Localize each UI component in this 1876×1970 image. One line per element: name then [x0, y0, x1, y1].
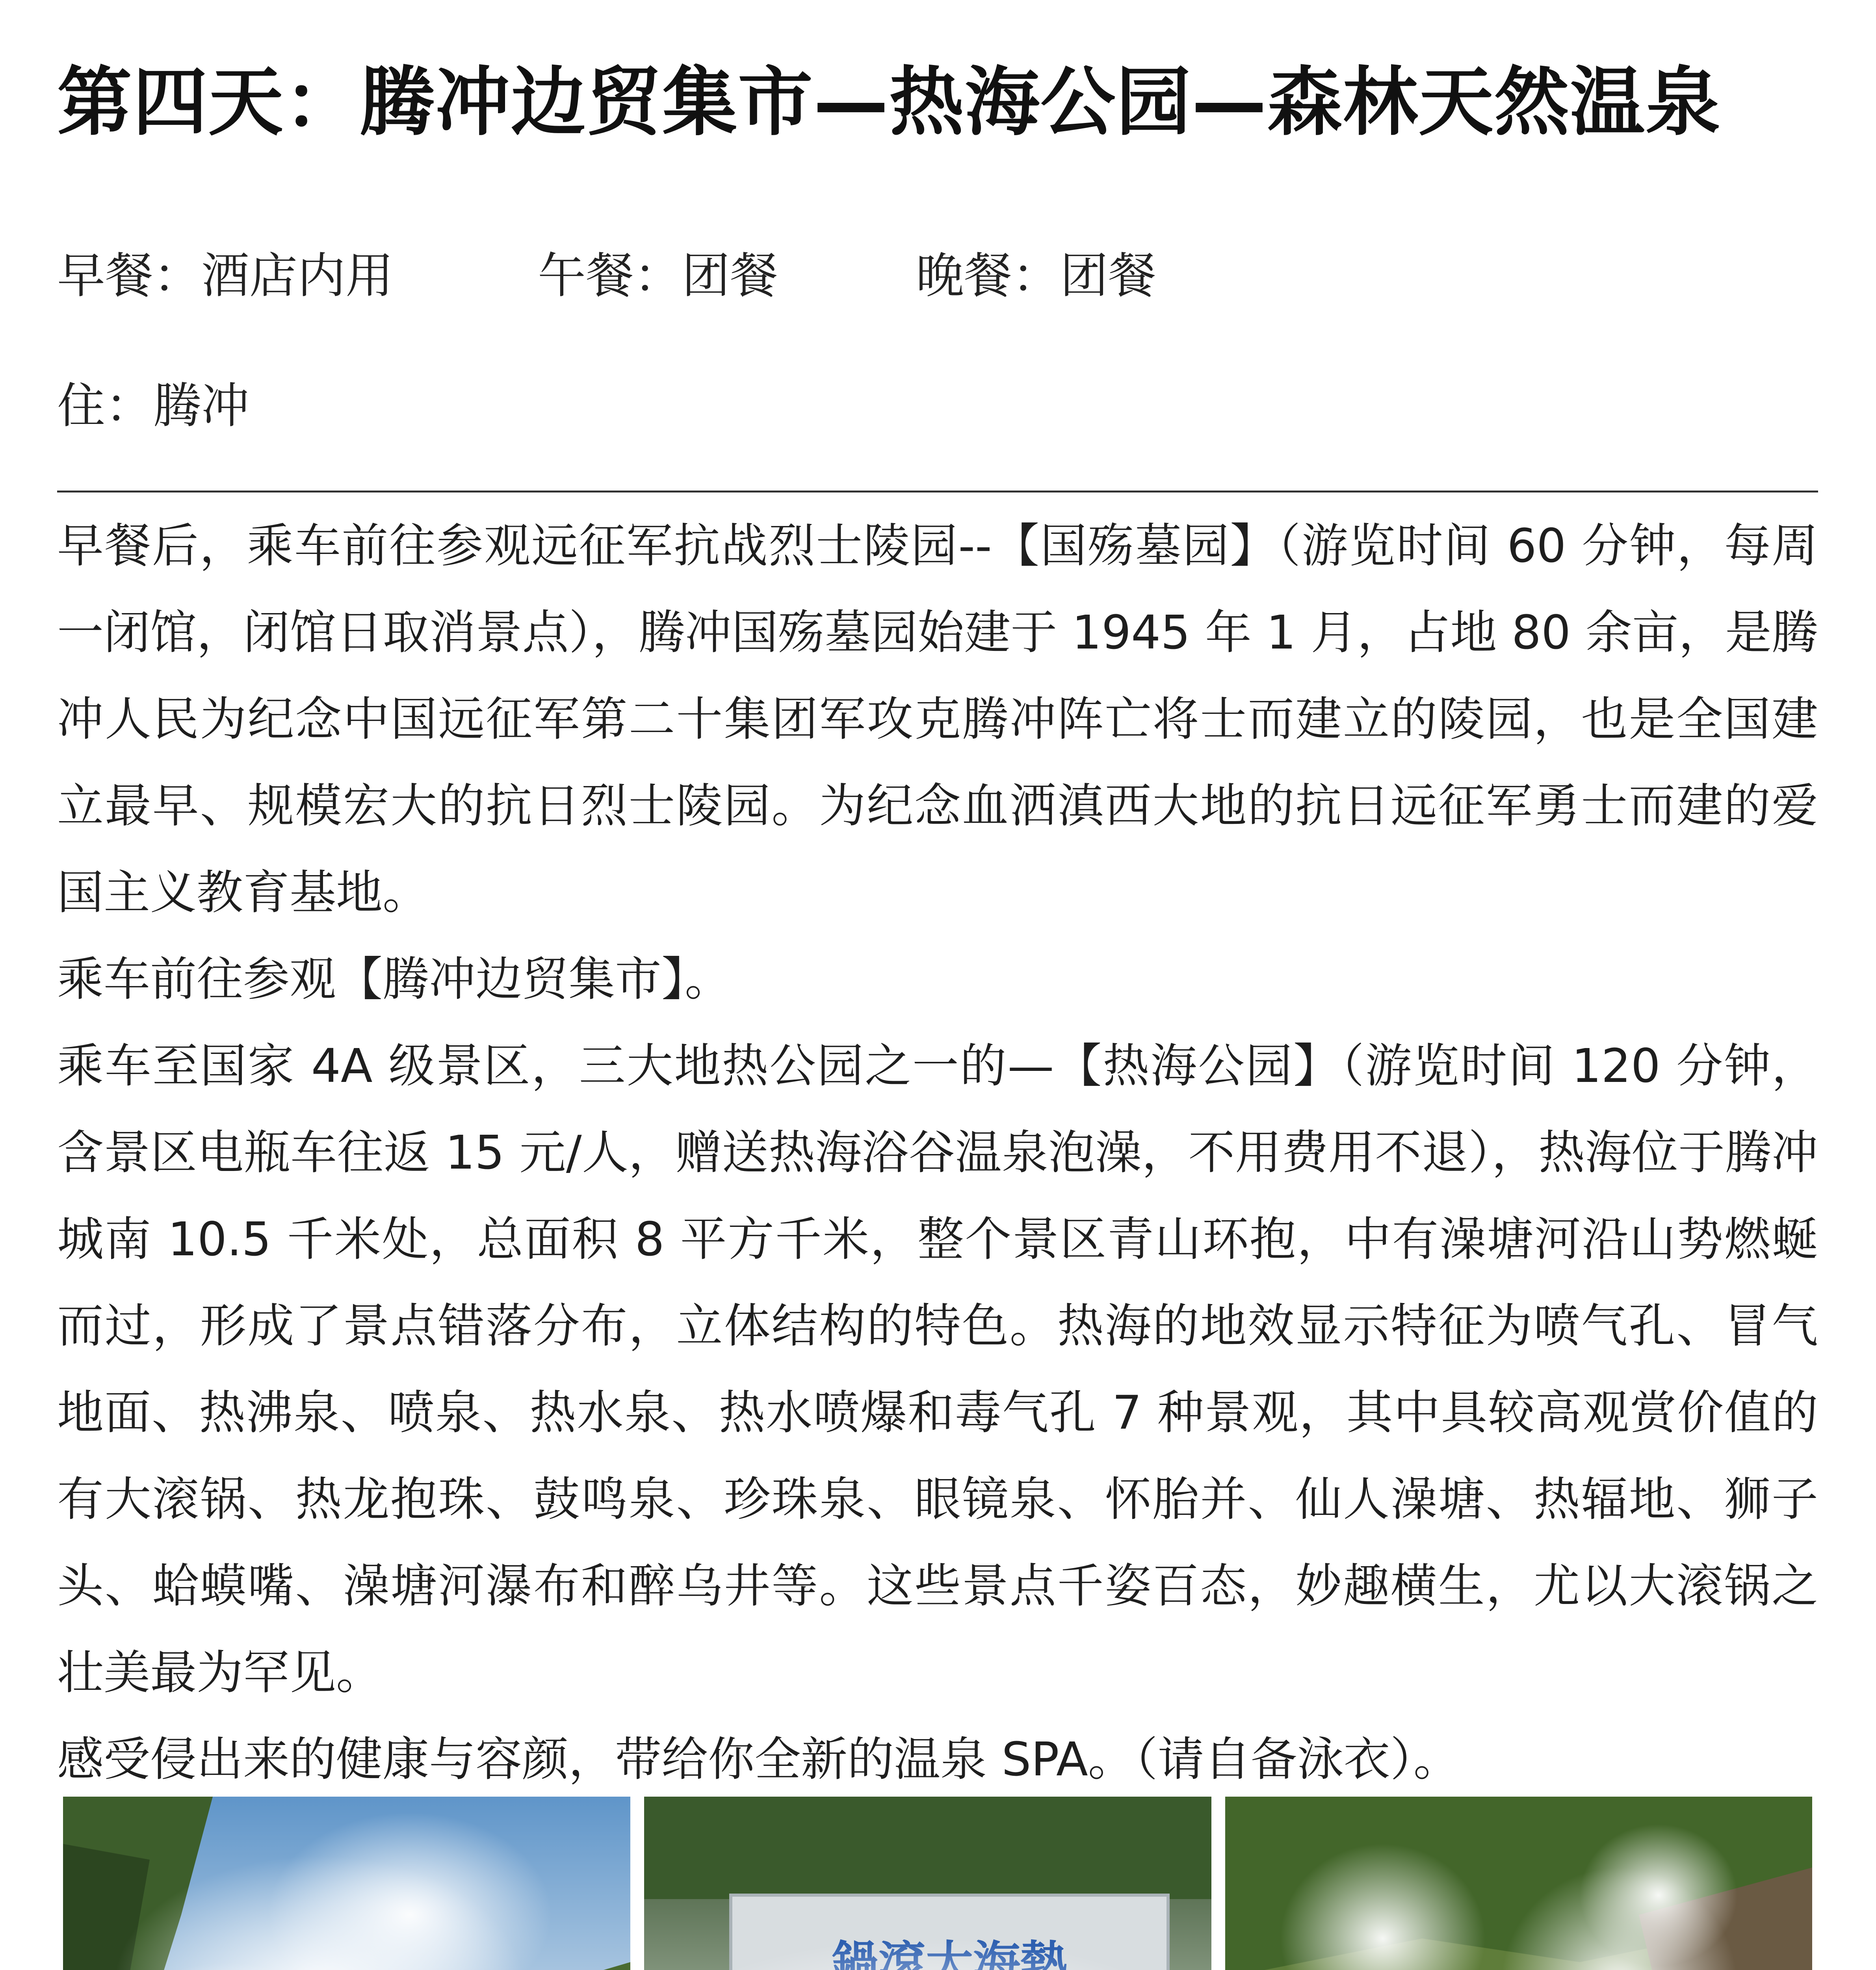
day4-lunch: 午餐：团餐 — [538, 248, 778, 304]
day4-breakfast: 早餐：酒店内用 — [57, 248, 394, 304]
photo-steam-hillside-image — [1225, 1797, 1812, 1970]
photo-steam-bridge-image — [63, 1797, 630, 1970]
day4-title: 第四天：腾冲边贸集市—热海公园—森林天然温泉 — [57, 59, 1722, 146]
day4-paragraph-spa: 感受侵出来的健康与容颜，带给你全新的温泉 SPA。（请自备泳衣）。 — [57, 1732, 1460, 1786]
photo-steam-bridge — [63, 1797, 630, 1970]
photo-dagunguo-pool — [644, 1797, 1211, 1970]
day4-description — [57, 502, 1818, 1803]
day4-meals — [57, 240, 1818, 311]
day4-paragraph-cemetery: 早餐后，乘车前往参观远征军抗战烈士陵园--【国殇墓园】（游览时间 60 分钟，每周一闭馆，闭馆日取消景点），腾冲国殇墓园始建于 1945 年 1 月，占地 80 余亩，是腾冲人民为纪念中国远征军第二十集团军攻克腾冲阵亡将士而建立的陵园，也是全国建立最早、规模宏大的抗日烈士陵园。为纪念血洒滇西大地的抗日远征军勇士而建的爱国主义教育基地。 — [57, 519, 1818, 920]
day4-paragraph-market: 乘车前往参观【腾冲边贸集市】。 — [57, 952, 732, 1006]
photo-steam-hillside — [1225, 1797, 1812, 1970]
day4-paragraph-rehai: 乘车至国家 4A 级景区，三大地热公园之一的—【热海公园】（游览时间 120 分钟，含景区电瓶车往返 15 元/人，赠送热海浴谷温泉泡澡，不用费用不退），热海位于腾冲城南 10.5 千米处，总面积 8 平方千米，整个景区青山环抱，中有澡塘河沿山势燃蜒而过，形成了景点错落分布，立体结构的特色。热海的地效显示特征为喷气孔、冒气地面、热沸泉、喷泉、热水泉、热水喷爆和毒气孔 7 种景观，其中具较高观赏价值的有大滚锅、热龙抱珠、鼓鸣泉、珍珠泉、眼镜泉、怀胎并、仙人澡塘、热辐地、狮子头、蛤蟆嘴、澡塘河瀑布和醉乌井等。这些景点千姿百态，妙趣横生，尤以大滚锅之壮美最为罕见。 — [57, 1039, 1818, 1700]
day4-lodging: 住：腾冲 — [57, 378, 249, 434]
photo-dagunguo-image — [644, 1797, 1211, 1970]
day4-photo-strip — [63, 1797, 1812, 1970]
day4-divider — [57, 491, 1818, 492]
day4-dinner: 晚餐：团餐 — [916, 248, 1156, 304]
